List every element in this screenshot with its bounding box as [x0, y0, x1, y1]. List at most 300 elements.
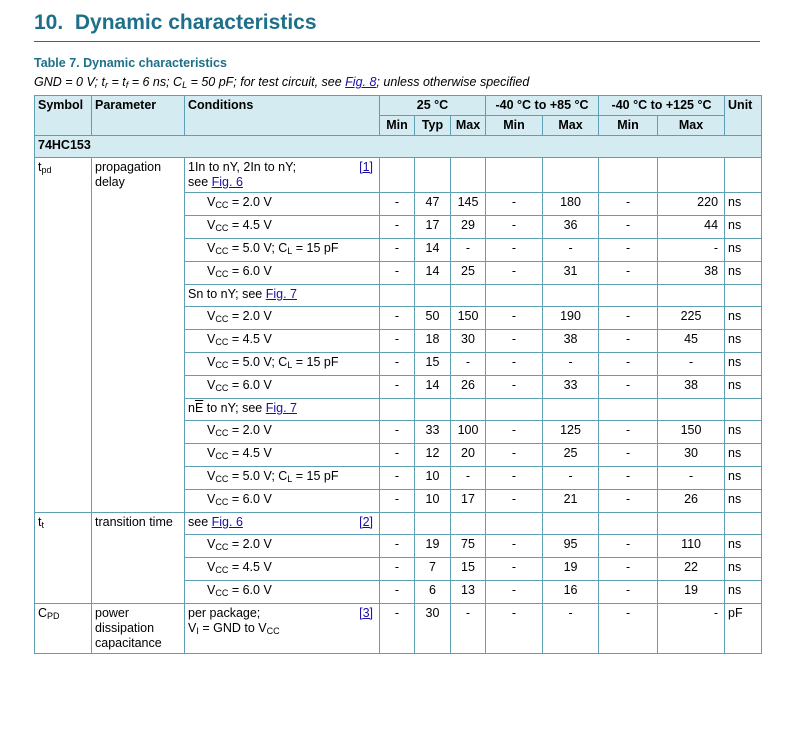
table-cell: - [599, 490, 658, 513]
table-cell: - [380, 490, 415, 513]
cell-text: V [207, 241, 216, 255]
table-cell: 33 [543, 376, 599, 399]
subscript-text: CC [215, 200, 229, 210]
table-cell: - [658, 604, 725, 654]
table-cell [451, 158, 486, 193]
table-cell: 145 [451, 193, 486, 216]
cell-text: V [207, 446, 216, 460]
subscript-text: CC [215, 474, 229, 484]
cell-text: V [207, 469, 216, 483]
table-cell: - [486, 193, 543, 216]
table-cell: ns [725, 535, 762, 558]
table-cell: - [599, 353, 658, 376]
table-cell: 22 [658, 558, 725, 581]
header-unit: Unit [725, 96, 762, 136]
cell-text: C [278, 355, 288, 369]
table-cell: - [599, 216, 658, 239]
table-cell [185, 307, 380, 330]
table-cell: 17 [415, 216, 451, 239]
cell-text: V [207, 492, 216, 506]
table-cell [380, 513, 415, 535]
table-cell: 33 [415, 421, 451, 444]
table-cell: 20 [451, 444, 486, 467]
table-cell: - [451, 604, 486, 654]
table-cell [599, 158, 658, 193]
table-cell [451, 513, 486, 535]
table-cell: - [658, 239, 725, 262]
table-cell: 38 [543, 330, 599, 353]
cell-text: = 6.0 V [228, 378, 272, 392]
cond-text: see [188, 515, 212, 529]
cell-text: V [207, 537, 216, 551]
table-cell [185, 558, 380, 581]
table-cell: 16 [543, 581, 599, 604]
cond-tt [185, 513, 380, 535]
table-cell: 18 [415, 330, 451, 353]
table-cell: 26 [658, 490, 725, 513]
table-cell [451, 285, 486, 307]
table-cell: 14 [415, 376, 451, 399]
cell-text: = 2.0 V [228, 195, 272, 209]
cell-text [188, 606, 280, 639]
table-cell: ns [725, 558, 762, 581]
table-cell: - [658, 467, 725, 490]
cond-sub: CC [266, 626, 280, 636]
subscript-text: CC [215, 383, 229, 393]
cell-text: = 2.0 V [228, 309, 272, 323]
table-cell [725, 399, 762, 421]
table-cell: ns [725, 239, 762, 262]
sym-text: C [38, 606, 48, 620]
table-cell: - [543, 467, 599, 490]
table-cell: ns [725, 467, 762, 490]
header-max: Max [451, 116, 486, 136]
table-cell [185, 216, 380, 239]
header-85c: -40 °C to +85 °C [486, 96, 599, 116]
fig7-link[interactable]: Fig. 7 [265, 287, 297, 301]
table-cell: ns [725, 581, 762, 604]
table-cell: - [380, 307, 415, 330]
cell-text: V [207, 218, 216, 232]
cell-text: V [207, 195, 216, 209]
cell-text: = 4.5 V [228, 218, 272, 232]
table-cell: - [486, 421, 543, 444]
header-25c: 25 °C [380, 96, 486, 116]
cond-text: = 6 ns; C [128, 75, 183, 89]
section-number: 10. [34, 11, 64, 34]
table-cell: - [451, 353, 486, 376]
table-cell: - [486, 558, 543, 581]
sym-sub: t [41, 520, 44, 530]
table-cell: - [486, 376, 543, 399]
table-cell: 38 [658, 376, 725, 399]
table-cell: ns [725, 421, 762, 444]
table-cell: - [380, 535, 415, 558]
table-cell: - [486, 262, 543, 285]
table-cell: 10 [415, 490, 451, 513]
table-cell: 220 [658, 193, 725, 216]
cell-text: = 6.0 V [228, 492, 272, 506]
cond-sub: r [104, 80, 108, 90]
cell-text: = 6.0 V [228, 583, 272, 597]
table-cell: 13 [451, 581, 486, 604]
table-cell [599, 285, 658, 307]
group-row: 74HC153 [35, 136, 762, 158]
table-cell: - [599, 330, 658, 353]
table-cell: - [543, 353, 599, 376]
table-cell: - [380, 604, 415, 654]
table-cell: 25 [543, 444, 599, 467]
table-cell [415, 399, 451, 421]
header-typ: Typ [415, 116, 451, 136]
table-cell [725, 285, 762, 307]
table-cell [415, 158, 451, 193]
subscript-text: CC [215, 428, 229, 438]
table-cell [415, 285, 451, 307]
table-cell: - [599, 535, 658, 558]
table-cell: 75 [451, 535, 486, 558]
table-cell [185, 467, 380, 490]
table-cell [185, 490, 380, 513]
table-cell: 45 [658, 330, 725, 353]
section-rule [34, 41, 760, 42]
subscript-text: CC [215, 223, 229, 233]
cond-text: n [188, 401, 195, 415]
table-cell: - [486, 216, 543, 239]
table-cell [380, 285, 415, 307]
header-min: Min [380, 116, 415, 136]
table-cell [658, 285, 725, 307]
cond-text: = GND to V [198, 621, 267, 635]
subscript-text: CC [215, 269, 229, 279]
table-cell [185, 376, 380, 399]
table-cell: 6 [415, 581, 451, 604]
table-cell: ns [725, 353, 762, 376]
table-cell [185, 353, 380, 376]
cell-text: = 2.0 V [228, 423, 272, 437]
table-cell [185, 330, 380, 353]
table-conditions [34, 75, 529, 90]
table-cell: - [486, 307, 543, 330]
sym-sub: pd [41, 165, 52, 175]
table-cell [658, 513, 725, 535]
cond-text: Sn to nY; see [188, 287, 266, 301]
cell-text: = 5.0 V; [228, 355, 279, 369]
table-cell [185, 239, 380, 262]
cond-text: = 50 pF; for test circuit, see [187, 75, 346, 89]
subscript-text: CC [215, 337, 229, 347]
table-cell: 30 [451, 330, 486, 353]
table-cell: 19 [658, 581, 725, 604]
table-cell: 12 [415, 444, 451, 467]
table-cell [599, 513, 658, 535]
sym-sub: PD [47, 611, 60, 621]
table-cell [185, 193, 380, 216]
table-cell: - [599, 444, 658, 467]
cell-text: = 15 pF [292, 241, 339, 255]
table-cell [543, 399, 599, 421]
table-cell: - [451, 239, 486, 262]
table-cell: 44 [658, 216, 725, 239]
note-1-link[interactable]: [1] [359, 160, 373, 174]
table-cell [185, 262, 380, 285]
table-cell: - [543, 239, 599, 262]
table-cell: - [599, 581, 658, 604]
cond-sub: L [182, 80, 188, 90]
table-cell: 125 [543, 421, 599, 444]
subscript-text: CC [215, 588, 229, 598]
cell-text: = 5.0 V; [228, 469, 279, 483]
subscript-text: L [287, 360, 293, 370]
cond-sn [185, 285, 380, 307]
table-cell: 17 [451, 490, 486, 513]
table-cell: 25 [451, 262, 486, 285]
table-cell [543, 513, 599, 535]
table-cell: - [486, 330, 543, 353]
table-cell [380, 399, 415, 421]
subscript-text: CC [215, 565, 229, 575]
fig8-link[interactable]: Fig. 8 [345, 75, 377, 89]
note-3-link[interactable]: [3] [359, 606, 373, 620]
table-cell: 50 [415, 307, 451, 330]
cond-sub: f [125, 80, 129, 90]
table-cell [725, 513, 762, 535]
table-cell: - [599, 467, 658, 490]
subscript-text: CC [215, 360, 229, 370]
table-cell [380, 158, 415, 193]
table-cell: - [380, 262, 415, 285]
cell-text: V [207, 583, 216, 597]
table-cell: 30 [415, 604, 451, 654]
table-cell: ns [725, 193, 762, 216]
table-cell: - [380, 581, 415, 604]
note-2-link[interactable]: [2] [359, 515, 373, 529]
cond-text: see [188, 175, 212, 189]
table-cell: - [451, 467, 486, 490]
table-row [35, 604, 762, 654]
sym-text: t [38, 515, 42, 529]
table-cell: 47 [415, 193, 451, 216]
cell-text: = 6.0 V [228, 264, 272, 278]
table-cell [185, 535, 380, 558]
table-cell: 19 [415, 535, 451, 558]
cell-text: = 4.5 V [228, 446, 272, 460]
header-min: Min [486, 116, 543, 136]
cond-text: GND = 0 V; t [34, 75, 105, 89]
table-cell: pF [725, 604, 762, 654]
table-cell: - [380, 558, 415, 581]
table-cell: 150 [658, 421, 725, 444]
symbol-cpd [35, 604, 92, 654]
table-cell: 14 [415, 239, 451, 262]
table-cell: 110 [658, 535, 725, 558]
cell-text [188, 515, 243, 530]
cell-text: = 2.0 V [228, 537, 272, 551]
table-cell: - [599, 262, 658, 285]
table-cell: ns [725, 330, 762, 353]
table-cell: - [486, 467, 543, 490]
cond-ne [185, 399, 380, 421]
subscript-text: L [287, 246, 293, 256]
table-cell: - [599, 193, 658, 216]
cell-text: V [207, 309, 216, 323]
table-cell [486, 399, 543, 421]
table-cell: 29 [451, 216, 486, 239]
subscript-text: CC [215, 497, 229, 507]
cell-text: V [207, 560, 216, 574]
table-cell: - [599, 376, 658, 399]
fig7-link[interactable]: Fig. 7 [265, 401, 297, 415]
table-cell: 14 [415, 262, 451, 285]
symbol-tpd [35, 158, 92, 513]
cell-text: V [207, 378, 216, 392]
table-cell: - [380, 330, 415, 353]
table-cell [599, 399, 658, 421]
table-cell: 21 [543, 490, 599, 513]
cell-text [188, 160, 296, 190]
table-cell [415, 513, 451, 535]
table-cell: - [486, 535, 543, 558]
table-cell: - [599, 421, 658, 444]
section-title [34, 11, 317, 35]
table-cell: - [380, 444, 415, 467]
table-cell [486, 513, 543, 535]
table-cell: - [486, 353, 543, 376]
table-cell: ns [725, 262, 762, 285]
table-cell: - [486, 604, 543, 654]
table-cell [658, 399, 725, 421]
fig6-link[interactable]: Fig. 6 [211, 515, 243, 529]
table-cell: - [380, 376, 415, 399]
param-propagation-delay: propagation delay [92, 158, 185, 513]
cell-text: C [278, 469, 288, 483]
table-cell: - [380, 421, 415, 444]
cell-text: = 5.0 V; [228, 241, 279, 255]
header-max: Max [658, 116, 725, 136]
header-parameter: Parameter [92, 96, 185, 136]
table-cell [543, 285, 599, 307]
header-125c: -40 °C to +125 °C [599, 96, 725, 116]
table-cell: 7 [415, 558, 451, 581]
table-cell: - [486, 239, 543, 262]
table-cell: 38 [658, 262, 725, 285]
dynamic-characteristics-table [34, 95, 762, 654]
subscript-text: CC [215, 542, 229, 552]
param-transition-time: transition time [92, 513, 185, 604]
table-cell [486, 285, 543, 307]
cond-sub: I [196, 626, 199, 636]
cond-text: V [188, 621, 197, 635]
table-cell [725, 158, 762, 193]
cell-text: = 4.5 V [228, 332, 272, 346]
table-cell: - [599, 307, 658, 330]
table-cell: - [658, 353, 725, 376]
cell-text: V [207, 423, 216, 437]
table-cell: ns [725, 444, 762, 467]
cell-text: V [207, 355, 216, 369]
table-cell: 190 [543, 307, 599, 330]
cond-text-overline: $\overline{E}$ [194, 401, 204, 415]
table-cell: - [486, 444, 543, 467]
table-cell [185, 581, 380, 604]
cell-text: = 4.5 V [228, 560, 272, 574]
table-cell: - [599, 604, 658, 654]
table-cell: - [380, 193, 415, 216]
cond-text: ; unless otherwise specified [376, 75, 530, 89]
cell-text: = 15 pF [292, 469, 339, 483]
table-cell: 26 [451, 376, 486, 399]
subscript-text: L [287, 474, 293, 484]
table-cell: 95 [543, 535, 599, 558]
table-cell: 15 [415, 353, 451, 376]
table-cell: 15 [451, 558, 486, 581]
cell-text: C [278, 241, 288, 255]
table-cell: 225 [658, 307, 725, 330]
header-symbol: Symbol [35, 96, 92, 136]
table-cell: - [380, 239, 415, 262]
table-cell [451, 399, 486, 421]
table-cell: - [599, 558, 658, 581]
table-cell [185, 444, 380, 467]
cond-text: = t [107, 75, 126, 89]
table-cell: ns [725, 307, 762, 330]
header-min: Min [599, 116, 658, 136]
header-max: Max [543, 116, 599, 136]
table-cell: 19 [543, 558, 599, 581]
table-cell: - [543, 604, 599, 654]
cond-text: to nY; see [203, 401, 266, 415]
table-cell: 10 [415, 467, 451, 490]
table-cell [486, 158, 543, 193]
table-cell: - [599, 239, 658, 262]
table-cell: - [486, 581, 543, 604]
cond-text: per package; [188, 606, 261, 620]
table-cell: - [380, 353, 415, 376]
section-title-text: Dynamic characteristics [74, 11, 317, 34]
table-cell: - [486, 490, 543, 513]
fig6-link[interactable]: Fig. 6 [211, 175, 243, 189]
header-conditions: Conditions [185, 96, 380, 136]
param-power-dissipation: power dissipation capacitance [92, 604, 185, 654]
cond-in [185, 158, 380, 193]
sym-text: t [38, 160, 42, 174]
table-cell: ns [725, 490, 762, 513]
symbol-tt [35, 513, 92, 604]
table-cell: 31 [543, 262, 599, 285]
subscript-text: CC [215, 246, 229, 256]
table-cell: 100 [451, 421, 486, 444]
table-cell: ns [725, 376, 762, 399]
table-cell: 36 [543, 216, 599, 239]
table-cell: 30 [658, 444, 725, 467]
subscript-text: CC [215, 314, 229, 324]
table-cell: 150 [451, 307, 486, 330]
table-cell [658, 158, 725, 193]
table-cell [543, 158, 599, 193]
cell-text: V [207, 264, 216, 278]
cond-text: 1In to nY, 2In to nY; [188, 160, 297, 174]
table-caption: Table 7. Dynamic characteristics [34, 56, 227, 70]
table-cell: 180 [543, 193, 599, 216]
table-cell: - [380, 467, 415, 490]
table-cell: ns [725, 216, 762, 239]
cell-text: = 15 pF [292, 355, 339, 369]
cell-text: V [207, 332, 216, 346]
table-cell: - [380, 216, 415, 239]
cond-cpd [185, 604, 380, 654]
table-cell [185, 421, 380, 444]
subscript-text: CC [215, 451, 229, 461]
